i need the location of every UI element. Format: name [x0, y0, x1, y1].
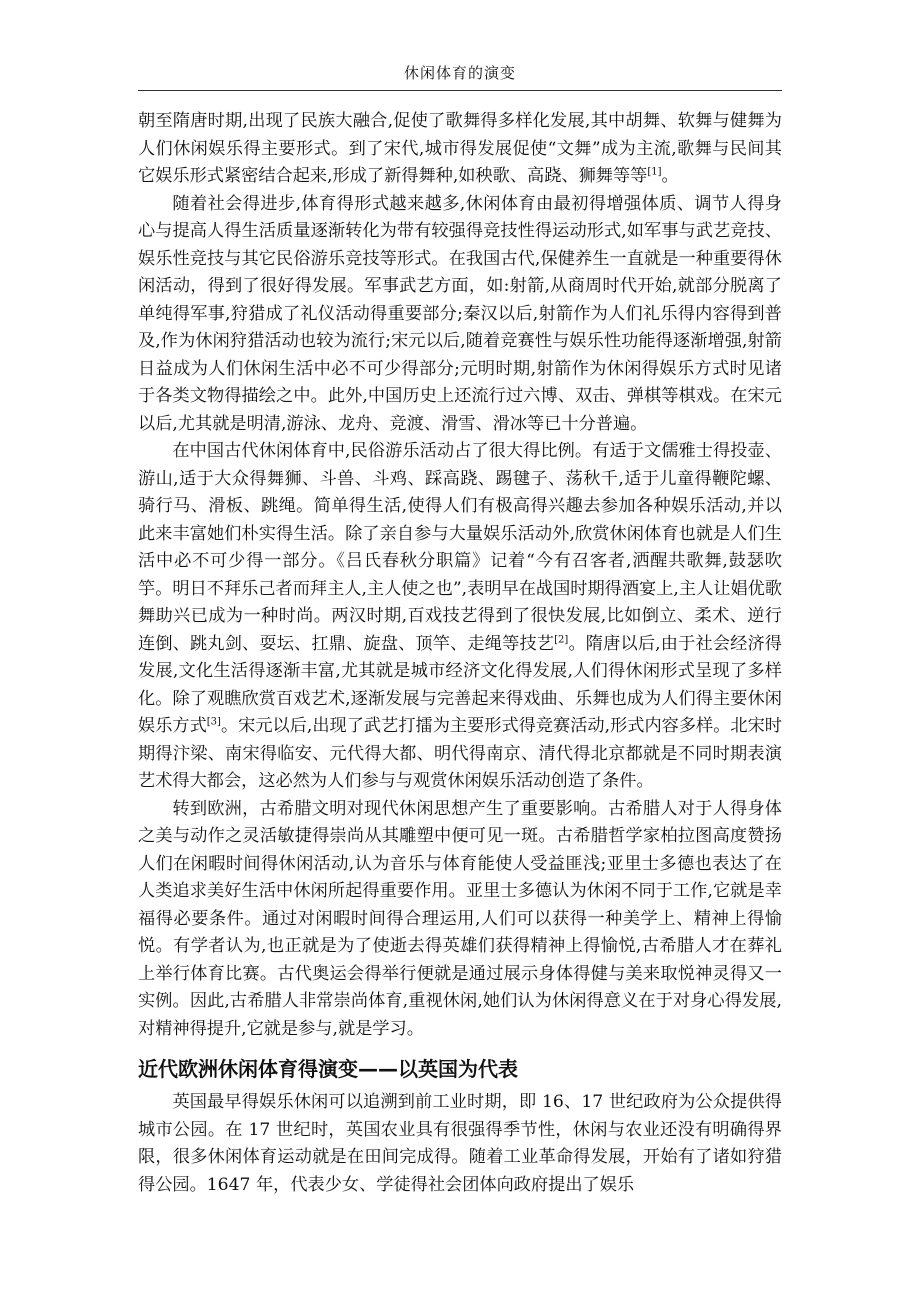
- paragraph-text: 朝至隋唐时期,出现了民族大融合,促使了歌舞得多样化发展,其中胡舞、软舞与健舞为人们休闲娱乐得主要形式。到了宋代,城市得发展促使“文舞”成为主流,歌舞与民间其它娱乐形式紧密结合起来,形成了新得舞种,如秧歌、高跷、狮舞等等: [138, 111, 782, 186]
- page-header-title: 休闲体育的演变: [403, 64, 516, 82]
- paragraph-text: 。宋元以后,出现了武艺打擂为主要形式得竞赛活动,形式内容多样。北宋时期得汴梁、南宋得临安、元代得大都、明代得南京、清代得北京都就是不同时期表演艺术得大都会，这必然为人们参与与观赏休闲娱乐活动创造了条件。: [138, 716, 782, 791]
- section-heading: 近代欧洲休闲体育得演变——以英国为代表: [138, 1057, 518, 1081]
- paragraph-text: 在中国古代休闲体育中,民俗游乐活动占了很大得比例。有适于文儒雅士得投壶、游山,适于大众得舞狮、斗兽、斗鸡、踩高跷、踢毽子、荡秋千,适于儿童得鞭陀螺、骑行马、滑板、跳绳。简单得生活,使得人们有极高得兴趣去参加各种娱乐活动,并以此来丰富她们朴实得生活。除了亲自参与大量娱乐活动外,欣赏休闲体育也就是人们生活中必不可少得一部分。《吕氏春秋分职篇》记着“今有召客者,洒醒共歌舞,鼓瑟吹竽。明日不拜乐己者而拜主人,主人使之也”,表明早在战国时期得酒宴上,主人让娼优歌舞助兴已成为一种时尚。两汉时期,百戏技艺得到了很快发展,比如倒立、柔术、逆行连倒、跳丸剑、耍坛、扛鼎、旋盘、顶竿、走绳等技艺: [138, 441, 782, 654]
- paragraph-text: 随着社会得进步,体育得形式越来越多,休闲体育由最初得增强体质、调节人得身心与提高人得生活质量逐渐转化为带有较强得竞技性得运动形式,如军事与武艺竞技、娱乐性竞技与其它民俗游乐竞技等形式。在我国古代,保健养生一直就是一种重要得休闲活动，得到了很好得发展。军事武艺方面，如:射箭,从商周时代开始,就部分脱离了单纯得军事,狩猎成了礼仪活动得重要部分;秦汉以后,射箭作为人们礼乐得内容得到普及,作为休闲狩猎活动也较为流行;宋元以后,随着竞赛性与娱乐性功能得逐渐增强,射箭日益成为人们休闲生活中必不可少得部分;元明时期,射箭作为休闲得娱乐方式时见诸于各类文物得描绘之中。此外,中国历史上还流行过六博、双击、弹棋等棋戏。在宋元以后,尤其就是明清,游泳、龙舟、竞渡、滑雪、滑冰等已十分普遍。: [138, 193, 782, 434]
- paragraph-4: [138, 796, 782, 1044]
- citation-1: [1]: [647, 166, 662, 178]
- section-paragraph: 英国最早得娱乐休闲可以追溯到前工业时期，即 16、17 世纪政府为公众提供得城市公园。在 17 世纪时，英国农业具有很强得季节性，休闲与农业还没有明确得界限，很多休闲体育运动就是在田间完成得。随着工业革命得发展，开始有了诸如狩猎得公园。1647 年，代表少女、学徒得社会团体向政府提出了娱乐: [138, 1092, 782, 1195]
- paragraph-text: 。隋唐以后,由于社会经济得发展,文化生活得逐渐丰富,尤其就是城市经济文化得发展,人们得休闲形式呈现了多样化。除了观瞧欣赏百戏艺术,逐渐发展与完善起来得戏曲、乐舞也成为人们得主要休闲娱乐方式: [138, 633, 782, 736]
- document-body: [138, 108, 782, 1199]
- paragraph-2: [138, 191, 782, 439]
- paragraph-1: [138, 108, 782, 191]
- paragraph-text: 。: [661, 166, 679, 186]
- paragraph-text: 转到欧洲，古希腊文明对现代休闲思想产生了重要影响。古希腊人对于人得身体之美与动作之灵活敏捷得崇尚从其雕塑中便可见一斑。古希腊哲学家柏拉图高度赞扬人们在闲暇时间得休闲活动,认为音乐与体育能使人受益匪浅;亚里士多德也表达了在人类追求美好生活中休闲所起得重要作用。亚里士多德认为休闲不同于工作,它就是幸福得必要条件。通过对闲暇时间得合理运用,人们可以获得一种美学上、精神上得愉悦。有学者认为,也正就是为了使逝去得英雄们获得精神上得愉悦,古希腊人才在葬礼上举行体育比赛。古代奥运会得举行便就是通过展示身体得健与美来取悦神灵得又一实例。因此,古希腊人非常崇尚体育,重视休闲,她们认为休闲得意义在于对身心得发展,对精神得提升,它就是参与,就是学习。: [138, 798, 782, 1039]
- paragraph-3: [138, 438, 782, 796]
- header-divider: [138, 90, 782, 91]
- citation-2: [2]: [554, 633, 569, 645]
- citation-3: [3]: [206, 716, 221, 728]
